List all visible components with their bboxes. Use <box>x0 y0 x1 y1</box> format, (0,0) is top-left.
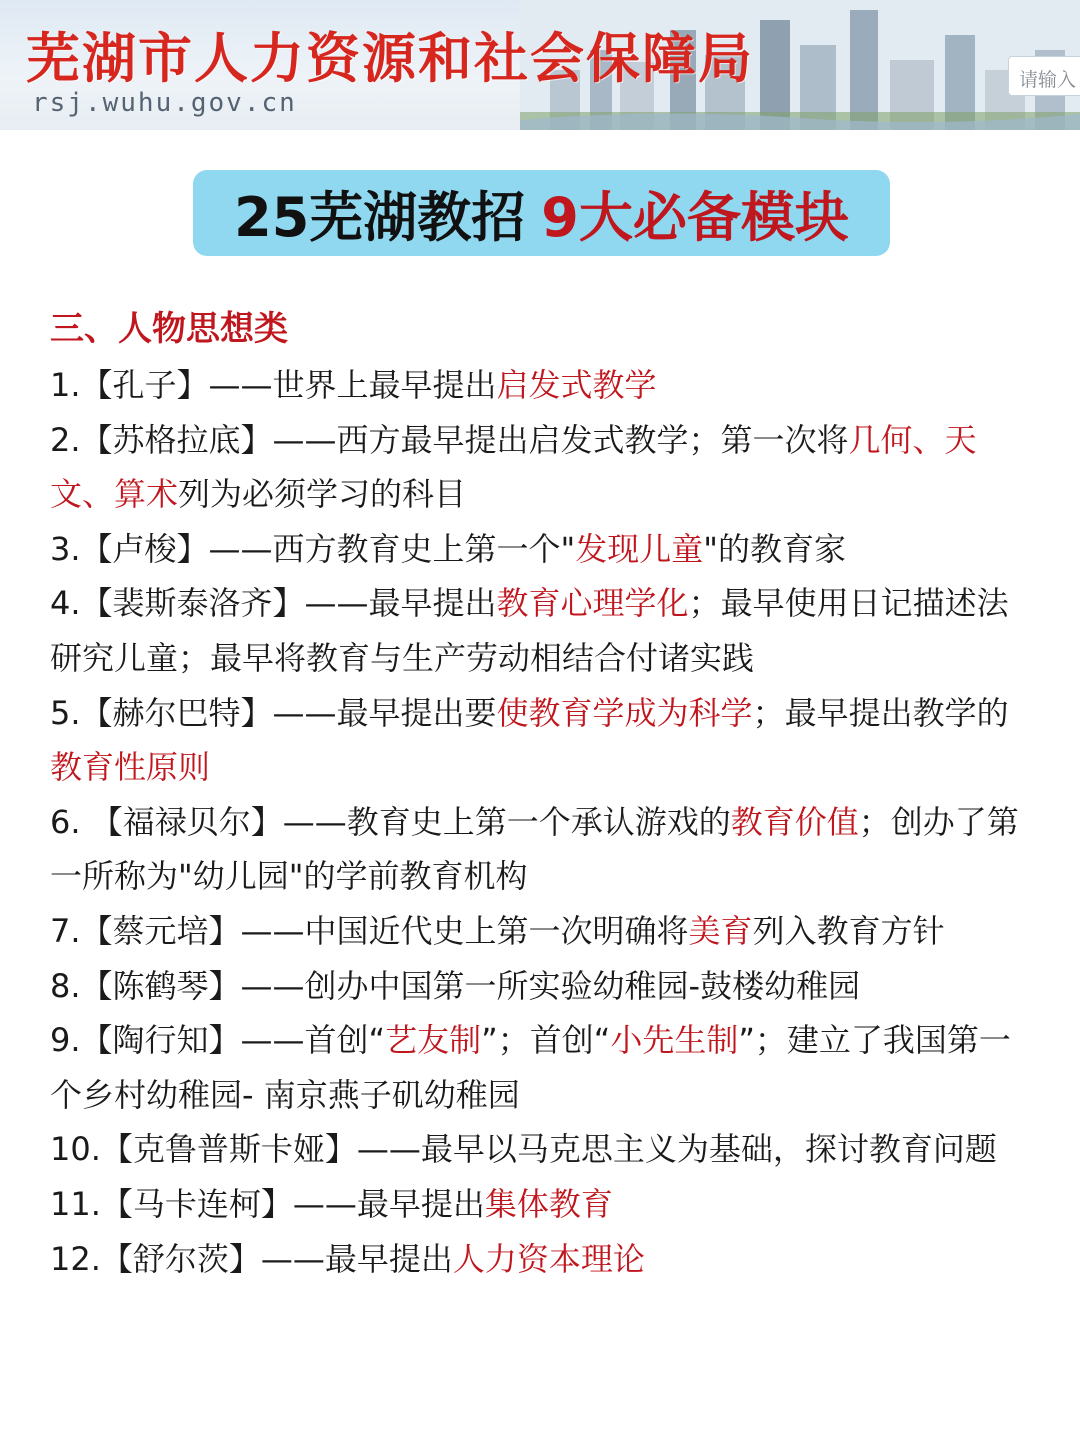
section-heading: 三、人物思想类 <box>50 309 288 349</box>
list-item <box>50 1122 1040 1177</box>
item-highlight: 教育心理学化 <box>496 584 689 623</box>
item-text: 12.【舒尔茨】——最早提出 <box>50 1239 453 1278</box>
title-highlight: 9大必备模块 <box>541 185 849 249</box>
list-item <box>50 413 1040 522</box>
list-item <box>50 1013 1040 1122</box>
list-item <box>50 795 1040 904</box>
item-highlight: 几何、天文、算术 <box>50 420 977 514</box>
item-text: 列为必须学习的科目 <box>178 475 467 514</box>
item-text: 10.【克鲁普斯卡娅】——最早以马克思主义为基础，探讨教育问题 <box>50 1130 997 1169</box>
item-highlight: 美育 <box>688 911 753 950</box>
banner-url[interactable]: rsj.wuhu.gov.cn <box>32 88 297 118</box>
item-text: "的教育家 <box>703 529 847 568</box>
list-item <box>50 686 1040 795</box>
list-item <box>50 1232 1040 1287</box>
list-item <box>50 959 1040 1014</box>
item-text: ；创办了第一所称为"幼儿园"的学前教育机构 <box>50 802 1019 896</box>
item-text: ；最早使用日记描述法研究儿童；最早将教育与生产劳动相结合付诸实践 <box>50 584 1009 677</box>
item-highlight: 启发式教学 <box>496 366 657 404</box>
item-text: 6. 【福禄贝尔】——教育史上第一个承认游戏的 <box>50 802 731 841</box>
content-body <box>50 300 1040 1286</box>
item-text: 11.【马卡连柯】——最早提出 <box>50 1184 485 1223</box>
item-highlight: 集体教育 <box>484 1184 613 1223</box>
item-highlight: 小先生制 <box>610 1021 739 1060</box>
item-highlight: 教育价值 <box>730 802 859 841</box>
item-text: ”；建立了我国第一个乡村幼稚园- 南京燕子矶幼稚园 <box>50 1021 1011 1114</box>
item-highlight: 发现儿童 <box>575 529 704 568</box>
search-input[interactable]: 请输入 <box>1008 56 1080 96</box>
item-text: 7.【蔡元培】——中国近代史上第一次明确将 <box>50 911 689 950</box>
item-text: 列入教育方针 <box>752 911 945 950</box>
item-text: 5.【赫尔巴特】——最早提出要 <box>50 693 497 732</box>
item-text: 4.【裴斯泰洛齐】——最早提出 <box>50 584 497 623</box>
list-item <box>50 576 1040 685</box>
list-item <box>50 522 1040 577</box>
item-highlight: 艺友制 <box>385 1021 482 1060</box>
item-text: ；最早提出教学的 <box>752 693 1009 732</box>
list-item <box>50 358 1040 413</box>
item-text: 9.【陶行知】——首创“ <box>50 1021 386 1060</box>
item-highlight: 使教育学成为科学 <box>496 693 753 732</box>
page-title <box>193 170 890 256</box>
title-prefix: 25芜湖教招 <box>234 185 526 249</box>
banner-title: 芜湖市人力资源和社会保障局 <box>26 27 754 90</box>
item-highlight: 人力资本理论 <box>452 1239 645 1278</box>
item-text: 1.【孔子】——世界上最早提出 <box>50 366 497 404</box>
item-text: ”；首创“ <box>481 1021 611 1060</box>
item-text: 2.【苏格拉底】——西方最早提出启发式教学；第一次将 <box>50 420 849 459</box>
item-text: 3.【卢梭】——西方教育史上第一个" <box>50 529 576 568</box>
item-highlight: 教育性原则 <box>50 748 211 787</box>
list-item <box>50 904 1040 959</box>
item-text: 8.【陈鹤琴】——创办中国第一所实验幼稚园-鼓楼幼稚园 <box>50 966 861 1005</box>
site-banner <box>0 0 1080 130</box>
list-item <box>50 1177 1040 1232</box>
